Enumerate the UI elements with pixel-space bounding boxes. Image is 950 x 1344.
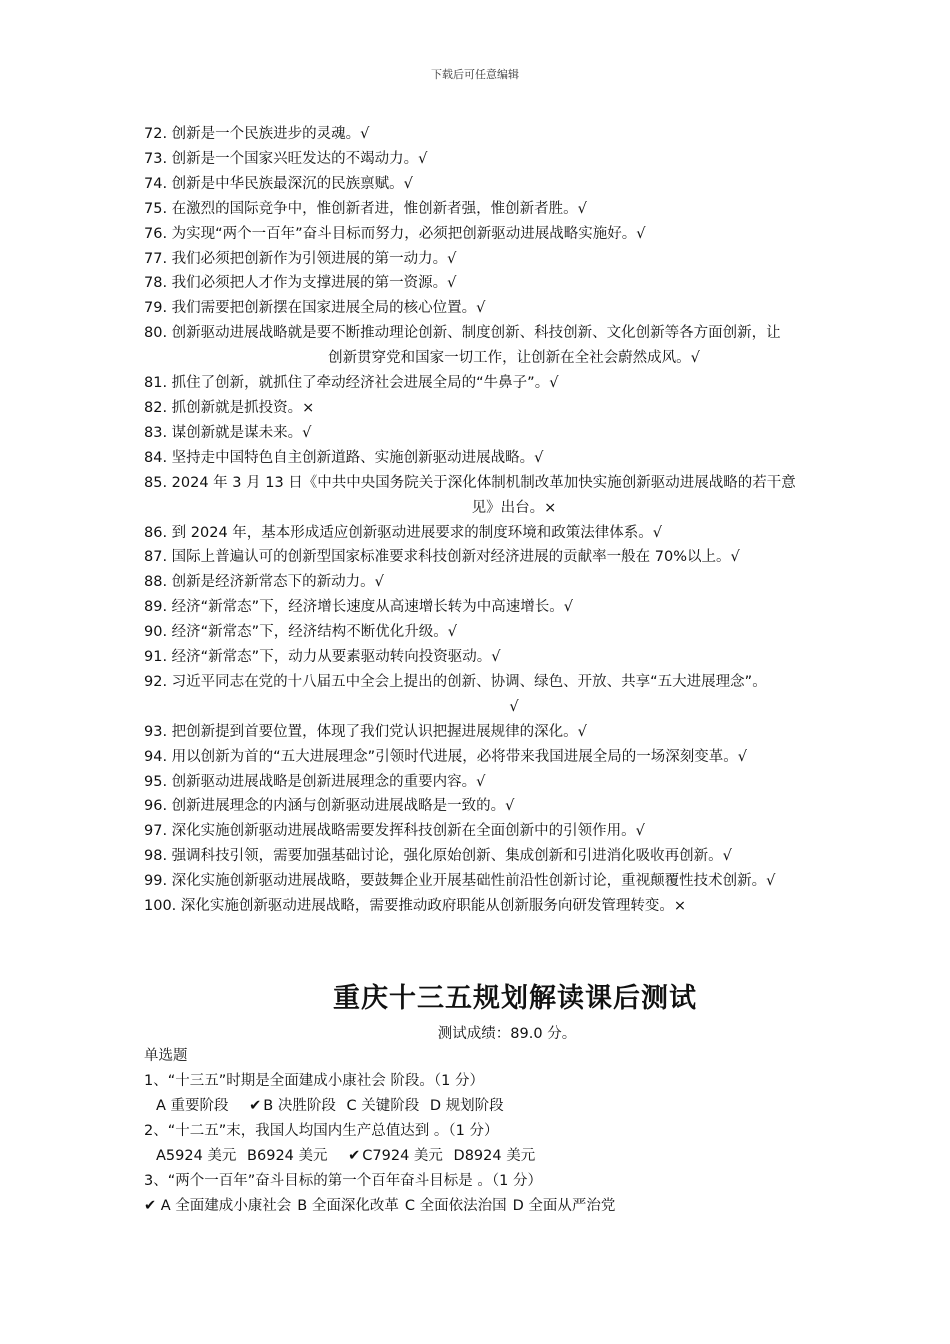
page-header: 下载后可任意编辑 [431, 68, 519, 81]
list-item-line: 创新贯穿党和国家一切工作，让创新在全社会蔚然成风。√ [328, 350, 700, 367]
list-item: 76. 为实现“两个一百年”奋斗目标而努力，必须把创新驱动进展战略实施好。√ [144, 225, 646, 242]
list-item: 83. 谋创新就是谋未来。√ [144, 424, 312, 441]
list-item: 84. 坚持走中国特色自主创新道路、实施创新驱动进展战略。√ [144, 449, 544, 466]
list-item: 74. 创新是中华民族最深沉的民族禀赋。√ [144, 175, 413, 192]
option-label: A5924 美元 [156, 1148, 237, 1164]
list-item: 79. 我们需要把创新摆在国家进展全局的核心位置。√ [144, 300, 486, 317]
option-label: C 关键阶段 [346, 1098, 420, 1114]
list-item: 100. 深化实施创新驱动进展战略，需要推动政府职能从创新服务向研发管理转变。× [144, 898, 687, 915]
list-item-line: 见》出台。× [471, 499, 557, 516]
list-item: 90. 经济“新常态”下，经济结构不断优化升级。√ [144, 624, 457, 641]
list-item [144, 670, 884, 720]
list-item-line: 80. 创新驱动进展战略就是要不断推动理论创新、制度创新、科技创新、文化创新等各方面创新，让 [144, 325, 781, 342]
list-item [144, 321, 884, 371]
list-item-line: √ [509, 698, 519, 715]
list-item: 94. 用以创新为首的“五大进展理念”引领时代进展，必将带来我国进展全局的一场深刻变革。√ [144, 748, 747, 765]
list-item: 78. 我们必须把人才作为支撑进展的第一资源。√ [144, 275, 457, 292]
question-options [144, 1094, 884, 1119]
list-item: 75. 在激烈的国际竞争中，惟创新者进，惟创新者强，惟创新者胜。√ [144, 200, 587, 217]
option-label: A 全面建成小康社会 [160, 1198, 292, 1214]
question-text: 1、“十三五”时期是全面建成小康社会 阶段。（1 分） [144, 1073, 484, 1089]
check-mark-icon: ✔ [144, 1198, 157, 1214]
true-false-list [144, 122, 884, 919]
option-label: B 全面深化改革 [297, 1198, 399, 1214]
list-item [144, 471, 884, 521]
option-label: C7924 美元 [362, 1148, 443, 1164]
option-label: B6924 美元 [247, 1148, 328, 1164]
list-item: 91. 经济“新常态”下，动力从要素驱动转向投资驱动。√ [144, 649, 501, 666]
check-mark-icon: ✔ [249, 1098, 262, 1114]
option-label: C 全面依法治国 [404, 1198, 507, 1214]
list-item: 89. 经济“新常态”下，经济增长速度从高速增长转为中高速增长。√ [144, 599, 573, 616]
list-item: 82. 抓创新就是抓投资。× [144, 399, 315, 416]
list-item: 73. 创新是一个国家兴旺发达的不竭动力。√ [144, 150, 428, 167]
option-label: D8924 美元 [453, 1148, 536, 1164]
list-item-line: 85. 2024 年 3 月 13 日《中共中央国务院关于深化体制机制改革加快实施创新驱动进展战略的若干意 [144, 474, 796, 491]
test-score: 测试成绩：89.0 分。 [437, 1026, 577, 1042]
question-options [144, 1194, 884, 1219]
list-item-line: 92. 习近平同志在党的十八届五中全会上提出的创新、协调、绿色、开放、共享“五大进展理念”。 [144, 673, 767, 690]
list-item: 98. 强调科技引领，需要加强基础讨论，强化原始创新、集成创新和引进消化吸收再创新。√ [144, 848, 732, 865]
list-item: 81. 抓住了创新，就抓住了牵动经济社会进展全局的“牛鼻子”。√ [144, 375, 559, 392]
question-text: 2、“十二五”末，我国人均国内生产总值达到 。（1 分） [144, 1123, 499, 1139]
page-title: 重庆十三五规划解读课后测试 [333, 983, 697, 1014]
list-item: 96. 创新进展理念的内涵与创新驱动进展战略是一致的。√ [144, 798, 515, 815]
option-label: A 重要阶段 [156, 1098, 229, 1114]
check-mark-icon: ✔ [348, 1148, 361, 1164]
list-item: 99. 深化实施创新驱动进展战略，要鼓舞企业开展基础性前沿性创新讨论，重视颠覆性技术创新。√ [144, 873, 776, 890]
list-item: 77. 我们必须把创新作为引领进展的第一动力。√ [144, 250, 457, 267]
quiz-section [144, 1044, 884, 1219]
section-heading: 单选题 [144, 1048, 188, 1064]
list-item: 72. 创新是一个民族进步的灵魂。√ [144, 126, 370, 142]
question-text: 3、“两个一百年”奋斗目标的第一个百年奋斗目标是 。（1 分） [144, 1173, 542, 1189]
question-options [144, 1144, 884, 1169]
option-label: D 全面从严治党 [512, 1198, 616, 1214]
list-item: 93. 把创新提到首要位置，体现了我们党认识把握进展规律的深化。√ [144, 723, 587, 740]
option-label: B 决胜阶段 [263, 1098, 336, 1114]
list-item: 87. 国际上普遍认可的创新型国家标准要求科技创新对经济进展的贡献率一般在 70%以上。√ [144, 549, 740, 566]
list-item: 95. 创新驱动进展战略是创新进展理念的重要内容。√ [144, 773, 486, 790]
option-label: D 规划阶段 [429, 1098, 504, 1114]
list-item: 97. 深化实施创新驱动进展战略需要发挥科技创新在全面创新中的引领作用。√ [144, 823, 645, 840]
list-item: 86. 到 2024 年，基本形成适应创新驱动进展要求的制度环境和政策法律体系。√ [144, 524, 663, 541]
list-item: 88. 创新是经济新常态下的新动力。√ [144, 574, 384, 591]
